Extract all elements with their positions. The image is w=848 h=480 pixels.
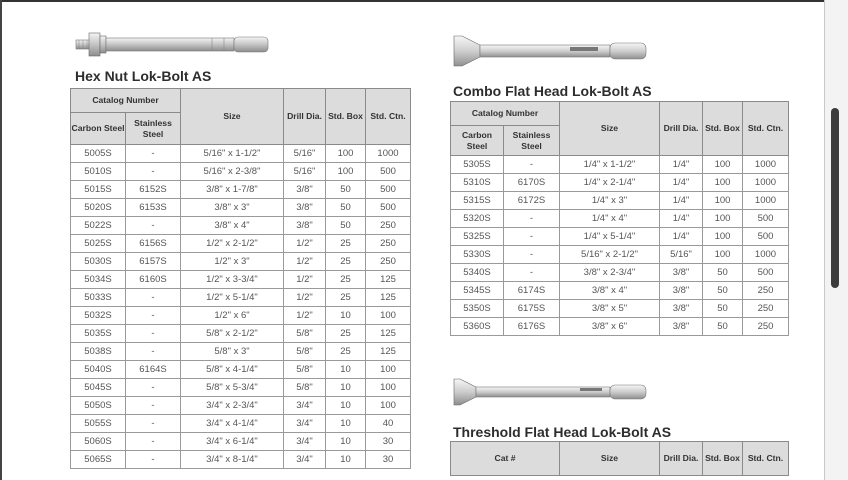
carbon-steel-cell: 5305S xyxy=(451,156,504,174)
std-box-cell: 100 xyxy=(326,163,366,181)
size-cell: 3/4" x 8-1/4" xyxy=(181,451,284,469)
std-ctn-cell: 500 xyxy=(743,264,789,282)
drill-dia-cell: 1/2" xyxy=(284,307,326,325)
table-row xyxy=(451,174,789,192)
carbon-steel-cell: 5320S xyxy=(451,210,504,228)
carbon-steel-cell: 5022S xyxy=(71,217,126,235)
std-ctn-cell: 30 xyxy=(366,433,411,451)
carbon-steel-cell: 5033S xyxy=(71,289,126,307)
size-cell: 1/2" x 2-1/2" xyxy=(181,235,284,253)
std-box-cell: 25 xyxy=(326,289,366,307)
stainless-steel-cell: - xyxy=(126,163,181,181)
std-box-cell: 100 xyxy=(326,145,366,163)
carbon-steel-cell: 5038S xyxy=(71,343,126,361)
carbon-steel-header: Carbon Steel xyxy=(451,126,504,156)
stainless-steel-cell: 6170S xyxy=(504,174,560,192)
size-cell: 1/4" x 3" xyxy=(560,192,660,210)
std-ctn-cell: 125 xyxy=(366,343,411,361)
std-ctn-header: Std. Ctn. xyxy=(366,89,411,145)
size-cell: 3/8" x 3" xyxy=(181,199,284,217)
std-ctn-cell: 100 xyxy=(366,379,411,397)
std-box-cell: 10 xyxy=(326,397,366,415)
std-ctn-cell: 1000 xyxy=(743,174,789,192)
size-cell: 3/4" x 6-1/4" xyxy=(181,433,284,451)
drill-dia-cell: 5/8" xyxy=(284,325,326,343)
drill-dia-cell: 1/4" xyxy=(660,228,703,246)
stainless-steel-cell: 6176S xyxy=(504,318,560,336)
std-ctn-cell: 125 xyxy=(366,325,411,343)
drill-dia-cell: 3/4" xyxy=(284,415,326,433)
size-cell: 3/8" x 5" xyxy=(560,300,660,318)
table-row xyxy=(71,433,411,451)
size-cell: 5/8" x 2-1/2" xyxy=(181,325,284,343)
carbon-steel-cell: 5010S xyxy=(71,163,126,181)
drill-dia-cell: 3/8" xyxy=(660,318,703,336)
size-cell: 1/4" x 1-1/2" xyxy=(560,156,660,174)
carbon-steel-cell: 5034S xyxy=(71,271,126,289)
threshold-title: Threshold Flat Head Lok-Bolt AS xyxy=(453,424,672,440)
drill-dia-cell: 3/8" xyxy=(284,199,326,217)
stainless-steel-cell: - xyxy=(504,210,560,228)
std-box-cell: 50 xyxy=(703,318,743,336)
size-cell: 5/16" x 2-3/8" xyxy=(181,163,284,181)
carbon-steel-cell: 5350S xyxy=(451,300,504,318)
size-cell: 1/2" x 3" xyxy=(181,253,284,271)
table-row xyxy=(71,163,411,181)
drill-dia-cell: 5/8" xyxy=(284,379,326,397)
stainless-steel-cell: - xyxy=(504,156,560,174)
table-row xyxy=(71,181,411,199)
carbon-steel-cell: 5040S xyxy=(71,361,126,379)
drill-dia-cell: 3/8" xyxy=(660,264,703,282)
std-ctn-cell: 500 xyxy=(366,181,411,199)
stainless-steel-cell: 6174S xyxy=(504,282,560,300)
size-cell: 5/8" x 4-1/4" xyxy=(181,361,284,379)
carbon-steel-cell: 5015S xyxy=(71,181,126,199)
stainless-steel-header: Stainless Steel xyxy=(504,126,560,156)
table-row xyxy=(71,235,411,253)
std-box-cell: 10 xyxy=(326,433,366,451)
drill-dia-header: Drill Dia. xyxy=(660,102,703,156)
std-box-header: Std. Box xyxy=(703,102,743,156)
carbon-steel-cell: 5325S xyxy=(451,228,504,246)
std-ctn-cell: 40 xyxy=(366,415,411,433)
size-cell: 5/16" x 2-1/2" xyxy=(560,246,660,264)
std-ctn-cell: 125 xyxy=(366,271,411,289)
combo-flat-head-bolt-image xyxy=(452,34,652,68)
std-ctn-cell: 1000 xyxy=(743,192,789,210)
std-box-cell: 50 xyxy=(703,282,743,300)
table-row xyxy=(451,282,789,300)
drill-dia-cell: 1/4" xyxy=(660,210,703,228)
left-border xyxy=(0,0,2,480)
drill-dia-cell: 3/8" xyxy=(660,282,703,300)
size-cell: 1/2" x 5-1/4" xyxy=(181,289,284,307)
drill-dia-header: Drill Dia. xyxy=(284,89,326,145)
table-row xyxy=(451,192,789,210)
drill-dia-cell: 3/8" xyxy=(284,217,326,235)
drill-dia-cell: 1/4" xyxy=(660,174,703,192)
drill-dia-cell: 3/4" xyxy=(284,433,326,451)
std-ctn-cell: 250 xyxy=(743,282,789,300)
table-row xyxy=(71,271,411,289)
table-row xyxy=(451,246,789,264)
stainless-steel-cell: - xyxy=(126,325,181,343)
table-row xyxy=(451,210,789,228)
cat-number-header: Cat # xyxy=(451,442,560,476)
stainless-steel-cell: - xyxy=(126,433,181,451)
table-row xyxy=(71,397,411,415)
carbon-steel-cell: 5045S xyxy=(71,379,126,397)
std-ctn-cell: 100 xyxy=(366,397,411,415)
carbon-steel-cell: 5032S xyxy=(71,307,126,325)
hex-nut-bolt-image xyxy=(74,30,272,60)
carbon-steel-cell: 5315S xyxy=(451,192,504,210)
stainless-steel-header: Stainless Steel xyxy=(126,113,181,145)
table-row xyxy=(71,325,411,343)
carbon-steel-cell: 5030S xyxy=(71,253,126,271)
drill-dia-cell: 3/8" xyxy=(284,181,326,199)
stainless-steel-cell: 6175S xyxy=(504,300,560,318)
table-row xyxy=(71,199,411,217)
table-row xyxy=(71,379,411,397)
threshold-bolt-image xyxy=(452,376,652,408)
table-row xyxy=(71,451,411,469)
std-box-cell: 25 xyxy=(326,235,366,253)
std-box-cell: 25 xyxy=(326,271,366,289)
table-row xyxy=(451,318,789,336)
std-box-cell: 10 xyxy=(326,379,366,397)
threshold-table xyxy=(450,441,789,476)
std-box-cell: 100 xyxy=(703,246,743,264)
drill-dia-header: Drill Dia. xyxy=(660,442,703,476)
table-row xyxy=(71,253,411,271)
std-box-header: Std. Box xyxy=(703,442,743,476)
size-cell: 1/4" x 5-1/4" xyxy=(560,228,660,246)
std-ctn-cell: 250 xyxy=(743,300,789,318)
carbon-steel-cell: 5055S xyxy=(71,415,126,433)
carbon-steel-cell: 5065S xyxy=(71,451,126,469)
hex-nut-table xyxy=(70,88,411,469)
table-row xyxy=(71,343,411,361)
carbon-steel-cell: 5060S xyxy=(71,433,126,451)
size-cell: 5/16" x 1-1/2" xyxy=(181,145,284,163)
stainless-steel-cell: 6160S xyxy=(126,271,181,289)
table-row xyxy=(451,228,789,246)
std-box-cell: 100 xyxy=(703,156,743,174)
size-cell: 3/4" x 4-1/4" xyxy=(181,415,284,433)
carbon-steel-cell: 5360S xyxy=(451,318,504,336)
stainless-steel-cell: - xyxy=(126,145,181,163)
carbon-steel-cell: 5345S xyxy=(451,282,504,300)
std-ctn-cell: 250 xyxy=(366,253,411,271)
std-box-cell: 50 xyxy=(326,181,366,199)
drill-dia-cell: 1/2" xyxy=(284,235,326,253)
stainless-steel-cell: - xyxy=(126,289,181,307)
drill-dia-cell: 5/16" xyxy=(284,145,326,163)
std-ctn-cell: 1000 xyxy=(743,156,789,174)
size-cell: 3/8" x 2-3/4" xyxy=(560,264,660,282)
catalog-number-header: Catalog Number xyxy=(71,89,181,113)
std-box-cell: 25 xyxy=(326,253,366,271)
stainless-steel-cell: - xyxy=(126,415,181,433)
drill-dia-cell: 5/16" xyxy=(284,163,326,181)
combo-title: Combo Flat Head Lok-Bolt AS xyxy=(453,83,652,99)
drill-dia-cell: 5/8" xyxy=(284,361,326,379)
carbon-steel-cell: 5035S xyxy=(71,325,126,343)
std-box-header: Std. Box xyxy=(326,89,366,145)
size-cell: 1/2" x 3-3/4" xyxy=(181,271,284,289)
drill-dia-cell: 1/4" xyxy=(660,192,703,210)
std-ctn-header: Std. Ctn. xyxy=(743,102,789,156)
carbon-steel-cell: 5330S xyxy=(451,246,504,264)
table-row xyxy=(71,307,411,325)
drill-dia-cell: 5/16" xyxy=(660,246,703,264)
std-box-cell: 100 xyxy=(703,228,743,246)
std-box-cell: 25 xyxy=(326,325,366,343)
std-ctn-cell: 1000 xyxy=(743,246,789,264)
carbon-steel-cell: 5340S xyxy=(451,264,504,282)
stainless-steel-cell: 6152S xyxy=(126,181,181,199)
std-ctn-cell: 500 xyxy=(366,163,411,181)
size-header: Size xyxy=(181,89,284,145)
size-cell: 3/8" x 4" xyxy=(181,217,284,235)
drill-dia-cell: 1/4" xyxy=(660,156,703,174)
carbon-steel-cell: 5310S xyxy=(451,174,504,192)
drill-dia-cell: 1/2" xyxy=(284,253,326,271)
drill-dia-cell: 3/4" xyxy=(284,451,326,469)
std-box-cell: 50 xyxy=(703,300,743,318)
std-ctn-cell: 250 xyxy=(366,217,411,235)
carbon-steel-header: Carbon Steel xyxy=(71,113,126,145)
size-cell: 1/4" x 4" xyxy=(560,210,660,228)
stainless-steel-cell: - xyxy=(126,217,181,235)
table-row xyxy=(71,217,411,235)
stainless-steel-cell: 6157S xyxy=(126,253,181,271)
size-cell: 1/4" x 2-1/4" xyxy=(560,174,660,192)
std-ctn-cell: 125 xyxy=(366,289,411,307)
std-box-cell: 100 xyxy=(703,174,743,192)
std-box-cell: 50 xyxy=(326,199,366,217)
table-row xyxy=(451,156,789,174)
stainless-steel-cell: - xyxy=(126,397,181,415)
size-header: Size xyxy=(560,442,660,476)
carbon-steel-cell: 5020S xyxy=(71,199,126,217)
drill-dia-cell: 3/4" xyxy=(284,397,326,415)
drill-dia-cell: 3/8" xyxy=(660,300,703,318)
size-cell: 1/2" x 6" xyxy=(181,307,284,325)
size-header: Size xyxy=(560,102,660,156)
top-border xyxy=(0,0,848,2)
stainless-steel-cell: - xyxy=(504,264,560,282)
carbon-steel-cell: 5050S xyxy=(71,397,126,415)
catalog-number-header: Catalog Number xyxy=(451,102,560,126)
std-box-cell: 10 xyxy=(326,361,366,379)
std-box-cell: 10 xyxy=(326,415,366,433)
stainless-steel-cell: - xyxy=(126,343,181,361)
std-box-cell: 25 xyxy=(326,343,366,361)
size-cell: 5/8" x 5-3/4" xyxy=(181,379,284,397)
size-cell: 5/8" x 3" xyxy=(181,343,284,361)
stainless-steel-cell: - xyxy=(126,307,181,325)
table-row xyxy=(71,415,411,433)
size-cell: 3/8" x 1-7/8" xyxy=(181,181,284,199)
stainless-steel-cell: - xyxy=(126,451,181,469)
stainless-steel-cell: 6172S xyxy=(504,192,560,210)
std-ctn-cell: 250 xyxy=(743,318,789,336)
std-ctn-cell: 100 xyxy=(366,307,411,325)
table-row xyxy=(71,361,411,379)
stainless-steel-cell: 6153S xyxy=(126,199,181,217)
std-ctn-header: Std. Ctn. xyxy=(743,442,789,476)
std-box-cell: 50 xyxy=(326,217,366,235)
std-ctn-cell: 30 xyxy=(366,451,411,469)
std-box-cell: 10 xyxy=(326,307,366,325)
stainless-steel-cell: - xyxy=(126,379,181,397)
stainless-steel-cell: - xyxy=(504,228,560,246)
table-row xyxy=(71,145,411,163)
table-row xyxy=(451,300,789,318)
carbon-steel-cell: 5005S xyxy=(71,145,126,163)
std-ctn-cell: 1000 xyxy=(366,145,411,163)
combo-table xyxy=(450,101,789,336)
drill-dia-cell: 1/2" xyxy=(284,289,326,307)
size-cell: 3/4" x 2-3/4" xyxy=(181,397,284,415)
std-box-cell: 10 xyxy=(326,451,366,469)
stainless-steel-cell: - xyxy=(504,246,560,264)
carbon-steel-cell: 5025S xyxy=(71,235,126,253)
size-cell: 3/8" x 6" xyxy=(560,318,660,336)
table-row xyxy=(71,289,411,307)
std-ctn-cell: 100 xyxy=(366,361,411,379)
std-box-cell: 100 xyxy=(703,210,743,228)
std-ctn-cell: 500 xyxy=(743,210,789,228)
std-box-cell: 100 xyxy=(703,192,743,210)
drill-dia-cell: 5/8" xyxy=(284,343,326,361)
stainless-steel-cell: 6164S xyxy=(126,361,181,379)
std-ctn-cell: 250 xyxy=(366,235,411,253)
table-row xyxy=(451,264,789,282)
scrollbar-thumb[interactable] xyxy=(831,108,839,288)
drill-dia-cell: 1/2" xyxy=(284,271,326,289)
std-ctn-cell: 500 xyxy=(366,199,411,217)
size-cell: 3/8" x 4" xyxy=(560,282,660,300)
std-box-cell: 50 xyxy=(703,264,743,282)
hex-nut-title: Hex Nut Lok-Bolt AS xyxy=(75,68,212,84)
std-ctn-cell: 500 xyxy=(743,228,789,246)
stainless-steel-cell: 6156S xyxy=(126,235,181,253)
